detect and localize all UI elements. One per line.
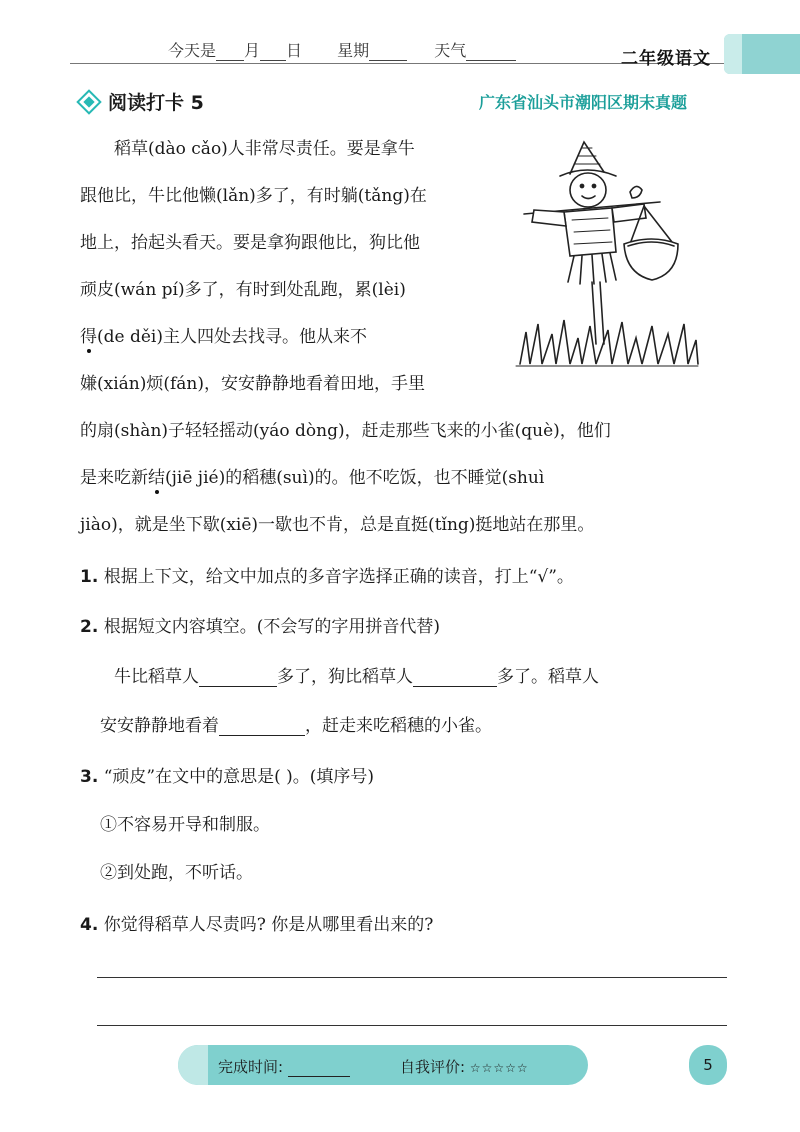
question-number: 1. xyxy=(80,567,99,587)
passage-line-dotted-jie xyxy=(80,455,730,502)
question-3 xyxy=(80,762,374,787)
option-1: ①不容易开导和制服。 xyxy=(100,815,270,835)
completion-time xyxy=(218,1056,350,1077)
reading-passage xyxy=(80,126,510,408)
answer-blank[interactable] xyxy=(199,668,277,687)
self-evaluation xyxy=(400,1056,529,1077)
time-label: 完成时间: xyxy=(218,1058,284,1076)
footer-bar xyxy=(178,1045,588,1085)
footer-decoration xyxy=(178,1045,208,1085)
weather-blank[interactable] xyxy=(466,42,516,61)
passage-line: 顽皮(wán pí)多了，有时到处乱跑，累(lèi) xyxy=(80,280,406,300)
passage-line: 嫌(xián)烦(fán)，安安静静地看着田地，手里 xyxy=(80,374,426,394)
question-number: 4. xyxy=(80,915,99,935)
eval-label: 自我评价: xyxy=(400,1058,466,1076)
exam-source: 广东省汕头市潮阳区期末真题 xyxy=(479,93,688,112)
question-number: 3. xyxy=(80,767,99,787)
question-4 xyxy=(80,910,433,935)
star-rating[interactable]: ☆☆☆☆☆ xyxy=(469,1061,529,1075)
page-header xyxy=(0,0,800,80)
passage-line: 的扇(shàn)子轻轻摇动(yáo dòng)，赶走那些飞来的小雀(què)，他们 xyxy=(80,421,611,441)
question-text: 根据上下文，给文中加点的多音字选择正确的读音，打上“√”。 xyxy=(103,567,574,587)
passage-line: jiào)，就是坐下歇(xiē)一歇也不肯，总是直挺(tǐng)挺地站在那里。 xyxy=(80,515,595,535)
fill-line-2 xyxy=(100,711,492,736)
date-prefix: 今天是 xyxy=(168,41,217,60)
answer-blank[interactable] xyxy=(219,717,305,736)
fill-line-1 xyxy=(114,662,599,687)
dotted-char: 得 xyxy=(80,327,97,347)
fill-text: 多了，狗比稻草人 xyxy=(277,667,413,687)
weekday-blank[interactable] xyxy=(369,42,407,61)
answer-line[interactable] xyxy=(97,977,727,978)
question-1 xyxy=(80,562,574,587)
fill-text: 多了。稻草人 xyxy=(497,667,599,687)
question-text: “顽皮”在文中的意思是( )。(填序号) xyxy=(103,767,375,787)
passage-line: 稻草(dào cǎo)人非常尽责任。要是拿牛 xyxy=(114,139,415,159)
weekday-label: 星期 xyxy=(337,41,370,60)
question-text: 你觉得稻草人尽责吗? 你是从哪里看出来的? xyxy=(103,915,434,935)
passage-line-rest: (de děi)主人四处去找寻。他从来不 xyxy=(97,327,367,347)
day-label: 日 xyxy=(286,41,303,60)
answer-blank[interactable] xyxy=(413,668,497,687)
diamond-icon xyxy=(76,89,101,114)
dotted-char: 结 xyxy=(148,468,165,488)
question-number: 2. xyxy=(80,617,99,637)
scarecrow-illustration xyxy=(512,134,702,374)
reading-passage-wide xyxy=(80,408,730,549)
question-2 xyxy=(80,612,440,637)
fill-text: ，赶走来吃稻穗的小雀。 xyxy=(305,716,492,736)
time-blank[interactable] xyxy=(288,1061,350,1077)
passage-line-rest: (jiē jié)的稻穗(suì)的。他不吃饭，也不睡觉(shuì xyxy=(165,468,545,488)
answer-line[interactable] xyxy=(97,1025,727,1026)
passage-line: 地上，抬起头看天。要是拿狗跟他比，狗比他 xyxy=(80,233,420,253)
option-2: ②到处跑，不听话。 xyxy=(100,863,253,883)
date-line xyxy=(168,38,516,61)
section-title: 阅读打卡 5 xyxy=(108,92,204,114)
fill-text: 牛比稻草人 xyxy=(114,667,199,687)
passage-line-dotted-de xyxy=(80,314,510,361)
page-number: 5 xyxy=(689,1045,727,1085)
day-blank[interactable] xyxy=(260,42,286,61)
question-text: 根据短文内容填空。(不会写的字用拼音代替) xyxy=(103,617,440,637)
passage-line-start: 是来吃新 xyxy=(80,468,148,488)
grade-subject-label: 二年级语文 xyxy=(621,49,711,69)
month-label: 月 xyxy=(244,41,261,60)
weather-label: 天气 xyxy=(434,41,467,60)
passage-line: 跟他比，牛比他懒(lǎn)多了，有时躺(tǎng)在 xyxy=(80,186,427,206)
fill-text: 安安静静地看着 xyxy=(100,716,219,736)
month-blank[interactable] xyxy=(216,42,244,61)
grade-tab xyxy=(724,34,800,74)
